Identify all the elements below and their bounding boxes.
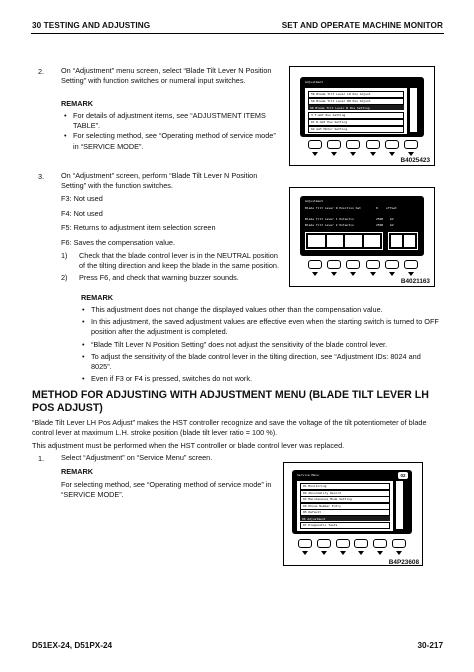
screen-value: 2500	[376, 217, 384, 221]
list-item: • For details of adjustment items, see “ADJUSTMENT ITEMS TABLE”.	[64, 111, 280, 131]
screen-title: Service Menu	[297, 473, 319, 477]
screen-title: Adjustment	[305, 80, 324, 84]
menu-list	[297, 481, 393, 531]
header-section-title: 30 TESTING AND ADJUSTING	[32, 21, 151, 30]
list-item: F3: Not used	[61, 194, 103, 203]
step-3-text: On “Adjustment” screen, perform “Blade Tilt Lever N Position Setting” with the function switches.	[61, 171, 258, 191]
header-rule	[31, 33, 444, 34]
arrow-icon	[350, 152, 356, 156]
f6-key	[404, 140, 418, 149]
arrow-icon	[331, 152, 337, 156]
list-item: 05 Default	[300, 509, 390, 516]
f4-key	[366, 140, 380, 149]
arrow-icon	[358, 551, 364, 555]
substep-list	[61, 251, 283, 284]
screen-unit: offset	[386, 206, 397, 210]
step-3-number: 3.	[38, 172, 45, 181]
list-item: F5: Returns to adjustment item selection screen	[61, 223, 216, 233]
screen-title: Adjustment	[305, 199, 324, 203]
f6-key	[404, 260, 418, 269]
arrow-icon	[312, 272, 318, 276]
arrow-icon	[389, 272, 395, 276]
section-paragraph-2: This adjustment must be performed when the HST controller or blade control lever was replaced.	[32, 441, 345, 450]
arrow-icon	[370, 152, 376, 156]
list-item: 56 Blade Tilt Lever LH Pos Adjust	[308, 91, 404, 98]
arrow-icon	[377, 551, 383, 555]
header-chapter-title: SET AND OPERATE MACHINE MONITOR	[281, 21, 443, 30]
list-item: 2) Press F6, and check that warning buzzer sounds.	[61, 273, 239, 283]
step-1-remark-label: REMARK	[61, 467, 94, 476]
arrow-icon	[408, 272, 414, 276]
list-item: 03 Maintenance Mode Setting	[300, 496, 390, 503]
list-item: 67 R-GAT Pos Setting	[308, 119, 404, 126]
list-item: F4: Not used	[61, 208, 103, 218]
footer-page-number: 30-217	[417, 641, 443, 650]
menu-list	[305, 88, 407, 134]
figure-code: B4021163	[400, 278, 430, 285]
list-item-selected: 06 Adjustment	[300, 516, 390, 521]
list-item: 02 Abnormality Record	[300, 490, 390, 497]
key-indicators	[312, 272, 414, 276]
list-item: 07 Diagnostic Tests	[300, 522, 390, 529]
f5-key	[385, 140, 399, 149]
list-item: • This adjustment does not change the displayed values other than the compensation value.	[82, 305, 442, 315]
function-keys	[298, 539, 406, 548]
f1-key	[308, 260, 322, 269]
f1-key	[308, 140, 322, 149]
f3-key	[336, 539, 350, 548]
screen-value: 2500	[376, 223, 384, 227]
list-item: • For selecting method, see “Operating method of service mode” in “SERVICE MODE”.	[64, 131, 280, 151]
figure-service-menu	[283, 462, 423, 566]
function-keys	[308, 260, 418, 269]
list-item: • Even if F3 or F4 is pressed, switches do not work.	[82, 374, 442, 384]
step-2-remark-list	[64, 111, 280, 152]
arrow-icon	[302, 551, 308, 555]
screen-line: Blade Tilt Lever 2 Potentio	[305, 223, 354, 227]
scrollbar	[396, 481, 403, 529]
key-indicators	[312, 152, 414, 156]
key-indicators	[302, 551, 402, 555]
figure-adjustment-menu	[289, 66, 435, 166]
arrow-icon	[321, 551, 327, 555]
arrow-icon	[312, 152, 318, 156]
f5-key	[373, 539, 387, 548]
indicator-panel	[305, 232, 383, 250]
screen-value: 0	[376, 206, 378, 210]
screen-line: Blade Tilt Lever 1 Potentio	[305, 217, 354, 221]
step-2-number: 2.	[38, 67, 45, 76]
monitor-screen	[300, 77, 424, 137]
step-1-text: Select “Adjustment” on “Service Menu” screen.	[61, 453, 213, 462]
f2-key	[327, 260, 341, 269]
arrow-icon	[331, 272, 337, 276]
monitor-screen	[300, 196, 424, 256]
f3-key	[346, 140, 360, 149]
figure-code: B4P23608	[388, 559, 419, 566]
step-2-remark-label: REMARK	[61, 99, 94, 108]
step-1-number: 1.	[38, 454, 45, 463]
list-item: 04 Phone Number Entry	[300, 503, 390, 510]
f6-key	[392, 539, 406, 548]
f1-key	[298, 539, 312, 548]
step-3-remark-list	[82, 305, 442, 384]
f4-key	[366, 260, 380, 269]
list-item: • To adjust the sensitivity of the blade control lever in the tilting direction, see “Adjustment IDs: 8024 and 8025”.	[82, 352, 442, 372]
step-3-remark-label: REMARK	[81, 293, 114, 302]
arrow-icon	[408, 152, 414, 156]
page-badge: 02	[398, 472, 408, 479]
list-item: • “Blade Tilt Lever N Position Setting” does not adjust the sensitivity of the blade control lever.	[82, 340, 442, 350]
footer-model: D51EX-24, D51PX-24	[32, 641, 113, 650]
f2-key	[317, 539, 331, 548]
figure-tilt-lever-setting	[289, 187, 435, 287]
screen-line: Blade Tilt Lever N Position Set	[305, 206, 361, 210]
arrow-icon	[340, 551, 346, 555]
monitor-screen	[292, 470, 412, 534]
list-item: 59 Blade Tilt Lever RH Pos Adjust	[308, 98, 404, 105]
list-item: 3 F-GAT Pos Setting	[308, 112, 404, 119]
f2-key	[327, 140, 341, 149]
list-item: 01 Monitoring	[300, 483, 390, 490]
figure-code: B4025423	[400, 157, 430, 164]
screen-unit: mV	[390, 223, 394, 227]
step-2-text: On “Adjustment” menu screen, select “Blade Tilt Lever N Position Setting” with function switches or numeral input switches.	[61, 66, 272, 86]
arrow-icon	[396, 551, 402, 555]
indicator-panel	[388, 232, 418, 250]
f5-key	[385, 260, 399, 269]
list-item: 64 GAT Motor Setting	[308, 126, 404, 133]
step-1-remark-text: For selecting method, see “Operating method of service mode” in “SERVICE MODE”.	[61, 480, 272, 500]
f4-key	[354, 539, 368, 548]
scrollbar	[410, 88, 417, 132]
arrow-icon	[370, 272, 376, 276]
section-heading: METHOD FOR ADJUSTING WITH ADJUSTMENT MENU (BLADE TILT LEVER LH POS ADJUST)	[32, 389, 429, 414]
arrow-icon	[350, 272, 356, 276]
list-item: F6: Saves the compensation value.	[61, 238, 175, 248]
list-item: • In this adjustment, the saved adjustment values are effective even when the starting switch is turned to OFF position after the adjustment is completed.	[82, 317, 442, 337]
f3-key	[346, 260, 360, 269]
list-item-selected: 60 Blade Tilt Lever N Pos Setting	[308, 105, 404, 110]
list-item: 1) Check that the blade control lever is in the NEUTRAL position of the tilting direction and keep the blade in the same position.	[61, 251, 279, 271]
function-switch-list	[61, 194, 283, 248]
function-keys	[308, 140, 418, 149]
screen-unit: mV	[390, 217, 394, 221]
arrow-icon	[389, 152, 395, 156]
section-paragraph-1: “Blade Tilt Lever LH Pos Adjust” makes the HST controller recognize and save the voltage of the tilt potentiometer of blade control lever at maximum L.H. stroke position (blade tilt lever ratio = 100 %).	[32, 418, 427, 438]
